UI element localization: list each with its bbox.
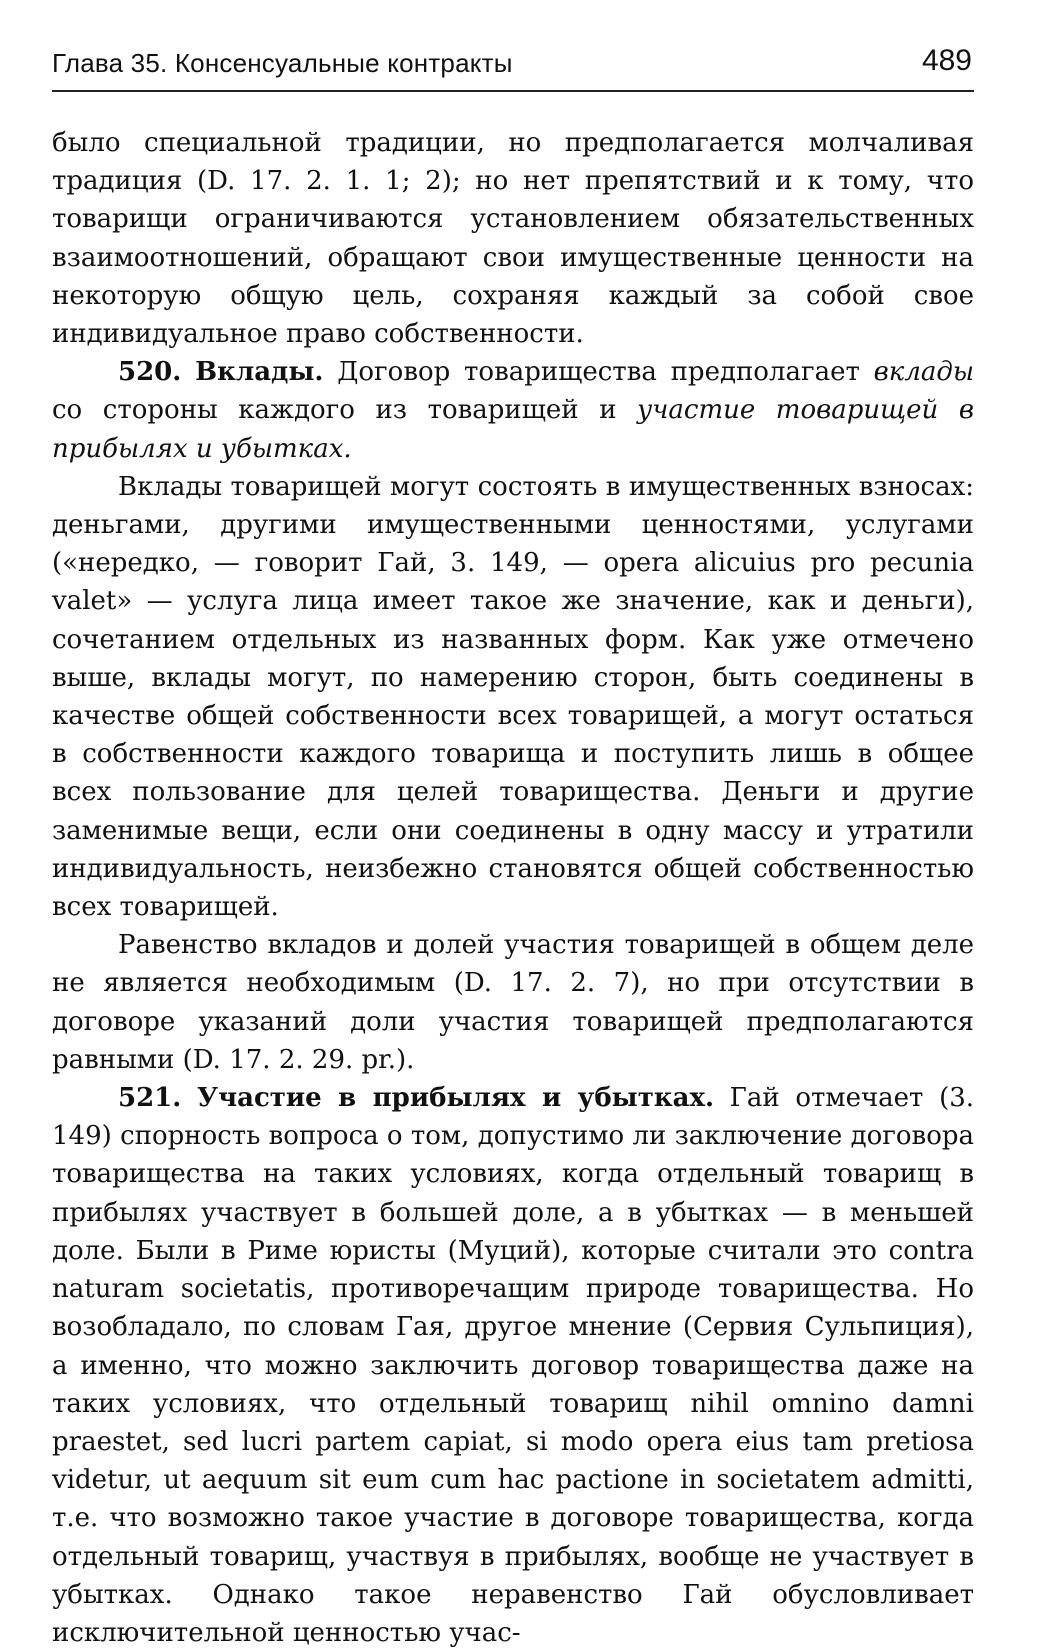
body-text bbox=[52, 124, 974, 1652]
section-title: Участие в прибылях и убытках. bbox=[196, 1083, 715, 1114]
section-number: 521. bbox=[118, 1083, 182, 1114]
paragraph-continuation: было специальной традиции, но предполагается молчаливая традиция (D. 17. 2. 1. 1; 2); но нет препятствий и к тому, что товарищи ограничиваются установлением обязательственных взаимоотношений, обращают свои имущественные ценности на некоторую общую цель, сохраняя каждый за собой свое индивидуальное право собственности. bbox=[52, 128, 974, 350]
section-number: 520. bbox=[118, 357, 182, 388]
running-title: Глава 35. Консенсуальные контракты bbox=[52, 48, 513, 78]
section-520 bbox=[52, 353, 974, 468]
emphasis-text: вклады bbox=[873, 357, 975, 388]
emphasis-text: участие товарищей в прибылях и убытках. bbox=[52, 395, 975, 464]
paragraph-contributions: Вклады товарищей могут состоять в имущественных взносах: деньгами, другими имущественными ценностями, услугами («нередко, — говорит Гай, 3. 149, — opera alicuius pro pecunia valet» — услуга лица имеет такое же значение, как и деньги), сочетанием отдельных из названных форм. Как уже отмечено выше, вклады могут, по намерению сторон, быть соединены в качестве общей собственности всех товарищей, а могут остаться в собственности каждого товарища и поступить лишь в общее всех пользование для целей товарищества. Деньги и другие заменимые вещи, если они соединены в одну массу и утратили индивидуальность, неизбежно становятся общей собственностью всех товарищей. bbox=[52, 471, 974, 923]
paragraph-equality: Равенство вкладов и долей участия товарищей в общем деле не является необходимым (D. 17. 2. 7), но при отсутствии в договоре указаний доли участия товарищей предполагаются равными (D. 17. 2. 29. pr.). bbox=[52, 930, 974, 1075]
page-number: 489 bbox=[921, 44, 972, 77]
running-header bbox=[52, 40, 974, 92]
section-521 bbox=[52, 1079, 974, 1652]
section-text: Гай отмечает (3. 149) спорность вопроса о том, допустимо ли заключение договора товарищества на таких условиях, когда отдельный товарищ в прибылях участвует в большей доле, а в убытках — в меньшей доле. Были в Риме юристы (Муций), которые считали это contra naturam societatis, противоречащим природе товарищества. Но возобладало, по словам Гая, другое мнение (Сервия Сульпиция), а именно, что можно заключить договор товарищества даже на таких условиях, что отдельный товарищ nihil omnino damni praestet, sed lucri partem capiat, si modo opera eius tam pretiosa videtur, ut aequum sit eum cum hac pactione in societatem admitti, т.е. что возможно такое участие в договоре товарищества, когда отдельный товарищ, участвуя в прибылях, вообще не участвует в убытках. Однако такое неравенство Гай обусловливает исключительной ценностью учас- bbox=[52, 1083, 975, 1648]
section-title: Вклады. bbox=[195, 357, 324, 388]
section-text: со стороны каждого из товарищей и bbox=[52, 395, 617, 426]
section-text: Договор товарищества предполагает bbox=[337, 357, 860, 388]
